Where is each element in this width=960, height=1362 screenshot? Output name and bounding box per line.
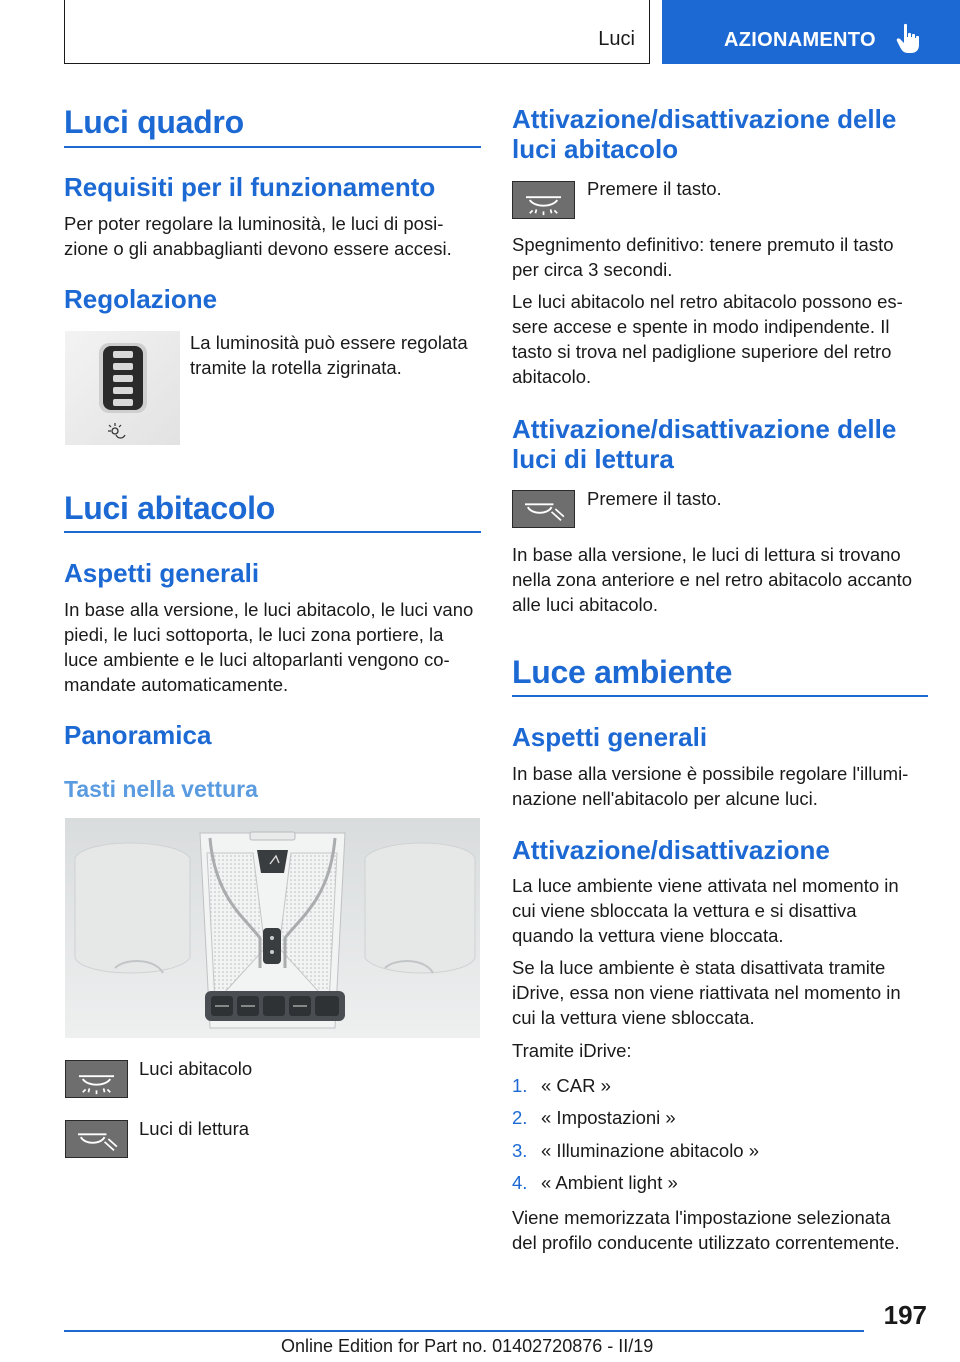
interior-light-key-label: Luci abitacolo	[139, 1058, 253, 1079]
footer-rule	[64, 1330, 864, 1332]
heading-aspetti-generali: Aspetti generali	[64, 558, 260, 588]
paragraph-attivazione	[512, 873, 899, 948]
interior-light-key-icon	[65, 1060, 128, 1098]
text-line: Spegnimento definitivo: tenere premuto il tasto	[512, 234, 894, 255]
list-item-text: « Illuminazione abitacolo »	[541, 1140, 760, 1161]
heading-rule	[64, 146, 481, 148]
text-line: Per poter regolare la luminosità, le luci di posi‐	[64, 213, 444, 234]
paragraph-regolazione	[190, 330, 468, 380]
text-line: tramite la rotella zigrinata.	[190, 357, 402, 378]
heading-aspetti-generali-2: Aspetti generali	[512, 722, 708, 752]
text-line: cui viene sbloccata la vettura e si disattiva	[512, 900, 857, 921]
heading-regolazione: Regolazione	[64, 284, 218, 314]
paragraph-luci-lettura	[512, 542, 912, 617]
text-line: Le luci abitacolo nel retro abitacolo possono es‐	[512, 291, 903, 312]
list-item-number: 3.	[512, 1140, 528, 1161]
text-line: cui la vettura viene sbloccata.	[512, 1007, 755, 1028]
paragraph-requisiti	[64, 211, 452, 261]
reading-light-key-icon	[65, 1120, 128, 1158]
text-line: del profilo conducente utilizzato correntemente.	[512, 1232, 900, 1253]
text-line: nazione nell'abitacolo per alcune luci.	[512, 788, 818, 809]
text-line: alle luci abitacolo.	[512, 594, 659, 615]
roof-console-image	[65, 818, 480, 1038]
header-chapter-label: AZIONAMENTO	[724, 29, 876, 51]
pointing-hand-icon	[896, 23, 922, 55]
heading-line: luci abitacolo	[512, 134, 679, 164]
text-line: In base alla versione, le luci di lettura si trovano	[512, 544, 901, 565]
dimmer-wheel-image	[65, 331, 180, 445]
heading-luci-quadro: Luci quadro	[64, 104, 244, 140]
text-line: piedi, le luci sottoporta, le luci zona portiere, la	[64, 624, 444, 645]
heading-luci-abitacolo: Luci abitacolo	[64, 490, 275, 526]
heading-line: luci di lettura	[512, 444, 674, 474]
page-number: 197	[883, 1300, 927, 1330]
reading-light-key-icon	[512, 490, 575, 528]
text-line: iDrive, essa non viene riattivata nel momento in	[512, 982, 901, 1003]
heading-rule	[512, 695, 928, 697]
heading-attivazione-abitacolo	[512, 104, 896, 164]
text-line: In base alla versione è possibile regolare l'illumi‐	[512, 763, 909, 784]
heading-attivazione-lettura	[512, 414, 896, 474]
list-item-number: 2.	[512, 1107, 528, 1128]
heading-requisiti: Requisiti per il funzionamento	[64, 172, 436, 202]
text-line: La luce ambiente viene attivata nel momento in	[512, 875, 899, 896]
text-line: sere accese e spente in modo indipendente. Il	[512, 316, 890, 337]
paragraph-retro-abitacolo	[512, 289, 903, 389]
text-line: luce ambiente e le luci altoparlanti vengono co‐	[64, 649, 450, 670]
header-chapter-tab[interactable]	[662, 0, 960, 64]
text-line: tasto si trova nel padiglione superiore del retro	[512, 341, 892, 362]
list-item-text: « Ambient light »	[541, 1172, 678, 1193]
header-section-box	[64, 0, 650, 64]
heading-tasti-vettura: Tasti nella vettura	[64, 776, 258, 802]
heading-rule	[64, 531, 481, 533]
interior-light-key-icon	[512, 181, 575, 219]
footer-edition: Online Edition for Part no. 01402720876 - II/19	[281, 1336, 654, 1356]
text-line: La luminosità può essere regolata	[190, 332, 468, 353]
text-line: In base alla versione, le luci abitacolo, le luci vano	[64, 599, 474, 620]
text-line: Se la luce ambiente è stata disattivata tramite	[512, 957, 886, 978]
heading-line: Attivazione/disattivazione delle	[512, 104, 897, 134]
text-premere-tasto: Premere il tasto.	[587, 488, 722, 509]
paragraph-idrive	[512, 955, 901, 1030]
list-item-text: « CAR »	[541, 1075, 611, 1096]
header-section-title: Luci	[598, 28, 635, 50]
heading-panoramica: Panoramica	[64, 720, 212, 750]
text-line: zione o gli anabbaglianti devono essere accesi.	[64, 238, 452, 259]
heading-attivazione: Attivazione/disattivazione	[512, 835, 830, 865]
text-tramite-idrive: Tramite iDrive:	[512, 1040, 632, 1061]
text-line: abitacolo.	[512, 366, 592, 387]
list-item-number: 1.	[512, 1075, 528, 1096]
heading-line: Attivazione/disattivazione delle	[512, 414, 897, 444]
heading-luce-ambiente: Luce ambiente	[512, 654, 733, 690]
paragraph-spegnimento	[512, 232, 894, 282]
list-item-number: 4.	[512, 1172, 528, 1193]
text-line: nella zona anteriore e nel retro abitacolo accanto	[512, 569, 913, 590]
text-premere-tasto: Premere il tasto.	[587, 178, 722, 199]
text-line: mandate automaticamente.	[64, 674, 289, 695]
reading-light-key-label: Luci di lettura	[139, 1118, 250, 1139]
text-line: per circa 3 secondi.	[512, 259, 673, 280]
paragraph-aspetti-2	[512, 761, 908, 811]
list-item-text: « Impostazioni »	[541, 1107, 676, 1128]
text-line: quando la vettura viene bloccata.	[512, 925, 784, 946]
text-line: Viene memorizzata l'impostazione selezionata	[512, 1207, 891, 1228]
paragraph-memorizzata	[512, 1205, 900, 1255]
paragraph-aspetti	[64, 597, 473, 697]
